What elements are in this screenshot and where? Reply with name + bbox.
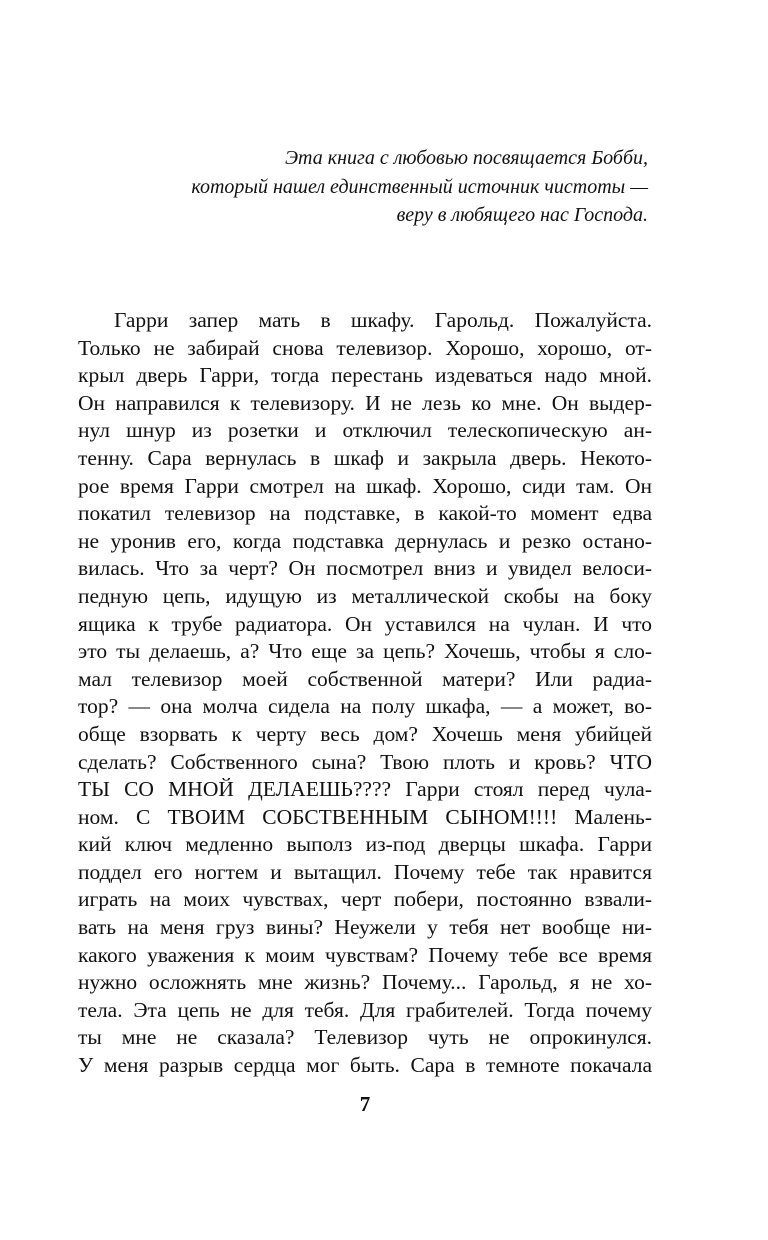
text-line: У меня разрыв сердца мог быть. Сара в темноте покачала <box>78 1053 652 1078</box>
text-line: вать на меня груз вины? Неужели у тебя нет вообще ни- <box>78 915 652 940</box>
text-line: ящика к трубе радиатора. Он уставился на чулан. И что <box>78 611 652 636</box>
text-line: обще взорвать к черту весь дом? Хочешь меня убийцей <box>78 721 652 746</box>
text-line: нул шнур из розетки и отключил телескопическую ан- <box>78 418 652 443</box>
text-line: педную цепь, идущую из металлической скобы на боку <box>78 583 652 608</box>
text-line: ты мне не сказала? Телевизор чуть не опрокинулся. <box>78 1025 652 1050</box>
text-line: мал телевизор моей собственной матери? Или радиа- <box>78 666 652 691</box>
text-line: нужно осложнять мне жизнь? Почему... Гарольд, я не хо- <box>78 970 652 995</box>
text-line: играть на моих чувствах, черт побери, постоянно взвали- <box>78 887 652 912</box>
text-line: крыл дверь Гарри, тогда перестань издеваться надо мной. <box>78 363 652 388</box>
text-line: тела. Эта цепь не для тебя. Для грабителей. Тогда почему <box>78 997 652 1022</box>
text-line: Только не забирай снова телевизор. Хорошо, хорошо, от- <box>78 335 652 360</box>
dedication <box>78 144 648 230</box>
text-line: сделать? Собственного сына? Твою плоть и кровь? ЧТО <box>78 749 652 774</box>
text-line: тор? — она молча сидела на полу шкафа, — а может, во- <box>78 694 652 719</box>
text-line: покатил телевизор на подставке, в какой-то момент едва <box>78 501 652 526</box>
text-line: тенну. Сара вернулась в шкаф и закрыла дверь. Некото- <box>78 445 652 470</box>
text-line: рое время Гарри смотрел на шкаф. Хорошо, сиди там. Он <box>78 473 652 498</box>
text-line: не уронив его, когда подставка дернулась и резко остано- <box>78 528 652 553</box>
text-line: поддел его ногтем и вытащил. Почему тебе так нравится <box>78 859 652 884</box>
dedication-line: веру в любящего нас Господа. <box>396 204 648 226</box>
text-line: ном. С ТВОИМ СОБСТВЕННЫМ СЫНОМ!!!! Малень- <box>78 804 652 829</box>
text-line: Он направился к телевизору. И не лезь ко мне. Он выдер- <box>78 390 652 415</box>
text-line: это ты делаешь, а? Что еще за цепь? Хочешь, чтобы я сло- <box>78 639 652 664</box>
text-line: какого уважения к моим чувствам? Почему тебе все время <box>78 942 652 967</box>
dedication-line: который нашел единственный источник чистоты — <box>191 175 648 198</box>
dedication-line: Эта книга с любовью посвящается Бобби, <box>284 147 648 169</box>
text-line: вилась. Что за черт? Он посмотрел вниз и увидел велоси- <box>78 556 652 581</box>
text-line: ТЫ СО МНОЙ ДЕЛАЕШЬ???? Гарри стоял перед чула- <box>78 777 652 802</box>
body-paragraph <box>78 307 652 1080</box>
page-number: 7 <box>359 1092 371 1116</box>
text-line: Гарри запер мать в шкафу. Гарольд. Пожалуйста. <box>114 308 652 332</box>
text-line: кий ключ медленно выполз из-под дверцы шкафа. Гарри <box>78 832 652 857</box>
